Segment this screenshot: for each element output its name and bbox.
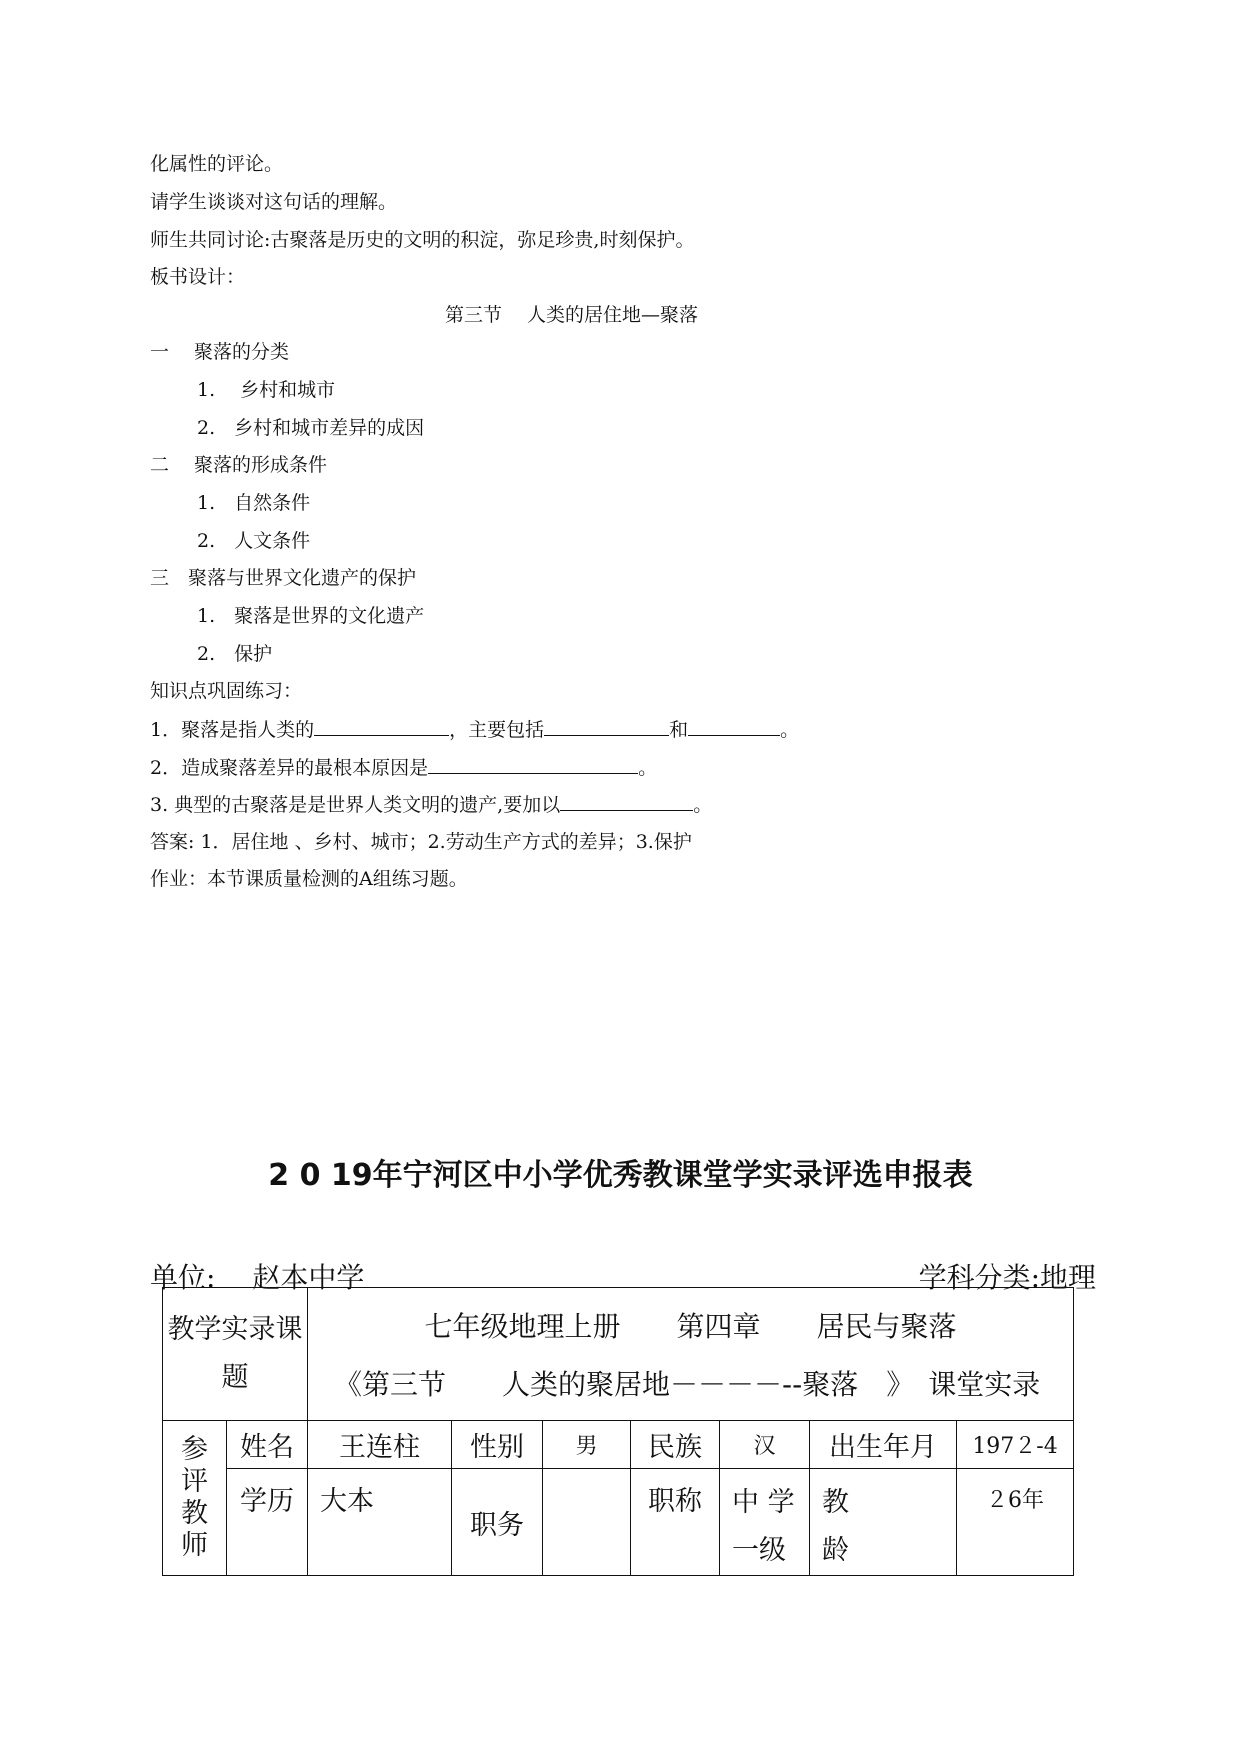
education-value: 大本 — [308, 1469, 452, 1576]
question-text: 1．聚落是指人类的 — [150, 719, 315, 741]
answer-blank — [314, 717, 449, 736]
question-text: 3. 典型的古聚落是是世界人类文明的遗产,要加以 — [150, 794, 561, 816]
outline-item: 2. 保护 — [197, 643, 273, 665]
board-title: 第三节 人类的居住地—聚落 — [445, 304, 699, 326]
gender-label: 性别 — [452, 1421, 543, 1469]
exercise-question-2 — [150, 755, 657, 780]
birth-label: 出生年月 — [810, 1421, 957, 1469]
text-line: 请学生谈谈对这句话的理解。 — [150, 191, 398, 213]
teaching-years-label: 教龄 — [810, 1469, 957, 1576]
topic-label-cell — [163, 1288, 308, 1421]
outline-item: 1. 乡村和城市 — [197, 379, 336, 401]
education-label: 学历 — [227, 1469, 308, 1576]
exercise-question-1 — [150, 717, 799, 742]
answer-blank — [428, 755, 638, 774]
unit-label: 单位: 赵本中学 — [150, 1261, 365, 1294]
subject-label: 学科分类:地理 — [918, 1261, 1096, 1294]
outline-section: 一 聚落的分类 — [150, 341, 290, 363]
text-line: 化属性的评论。 — [150, 153, 284, 175]
topic-label: 教学实录课题 — [167, 1314, 303, 1393]
teaching-years-value: ２6年 — [957, 1469, 1074, 1576]
topic-line-2: 《第三节 人类的聚居地－－－－--聚落 》 课堂实录 — [334, 1368, 1041, 1401]
outline-section: 三 聚落与世界文化遗产的保护 — [150, 567, 417, 589]
exercise-heading: 知识点巩固练习： — [150, 680, 303, 702]
text-line: 板书设计： — [150, 266, 246, 288]
name-label: 姓名 — [227, 1421, 308, 1469]
outline-item: 2. 人文条件 — [197, 530, 311, 552]
question-text: 和 — [669, 719, 689, 741]
name-value: 王连柱 — [308, 1421, 452, 1469]
answer-blank — [560, 792, 693, 811]
position-label: 职务 — [452, 1469, 543, 1576]
outline-item: 2. 乡村和城市差异的成因 — [197, 417, 425, 439]
outline-section: 二 聚落的形成条件 — [150, 454, 328, 476]
ethnicity-value: 汉 — [720, 1421, 810, 1469]
answer-blank — [688, 717, 780, 736]
outline-item: 1. 自然条件 — [197, 492, 311, 514]
question-text: ，主要包括 — [449, 719, 545, 741]
form-title: 2 0 19年宁河区中小学优秀教课堂学实录评选申报表 — [268, 1158, 973, 1193]
question-text: 。 — [638, 757, 658, 779]
outline-item: 1. 聚落是世界的文化遗产 — [197, 605, 425, 627]
ethnicity-label: 民族 — [631, 1421, 720, 1469]
gender-value: 男 — [543, 1421, 631, 1469]
application-form-table — [162, 1287, 1074, 1576]
teacher-label: 参评教师 — [181, 1434, 208, 1561]
answer-line: 答案: 1．居住地 、乡村、城市；2.劳动生产方式的差异；3.保护 — [150, 831, 692, 853]
topic-value-cell — [308, 1288, 1074, 1421]
professional-title-label: 职称 — [631, 1469, 720, 1576]
question-text: 。 — [693, 794, 713, 816]
teacher-label-cell — [163, 1421, 227, 1576]
position-value — [543, 1469, 631, 1576]
topic-line-1: 七年级地理上册 第四章 居民与聚落 — [424, 1310, 957, 1343]
birth-value: 197２-4 — [957, 1421, 1074, 1469]
exercise-question-3 — [150, 792, 712, 817]
answer-blank — [544, 717, 669, 736]
professional-title-value: 中 学一级 — [720, 1469, 810, 1576]
text-line: 师生共同讨论:古聚落是历史的文明的积淀，弥足珍贵,时刻保护。 — [150, 229, 695, 251]
question-text: 。 — [780, 719, 800, 741]
homework-line: 作业：本节课质量检测的A组练习题。 — [150, 868, 468, 890]
question-text: 2．造成聚落差异的最根本原因是 — [150, 757, 429, 779]
